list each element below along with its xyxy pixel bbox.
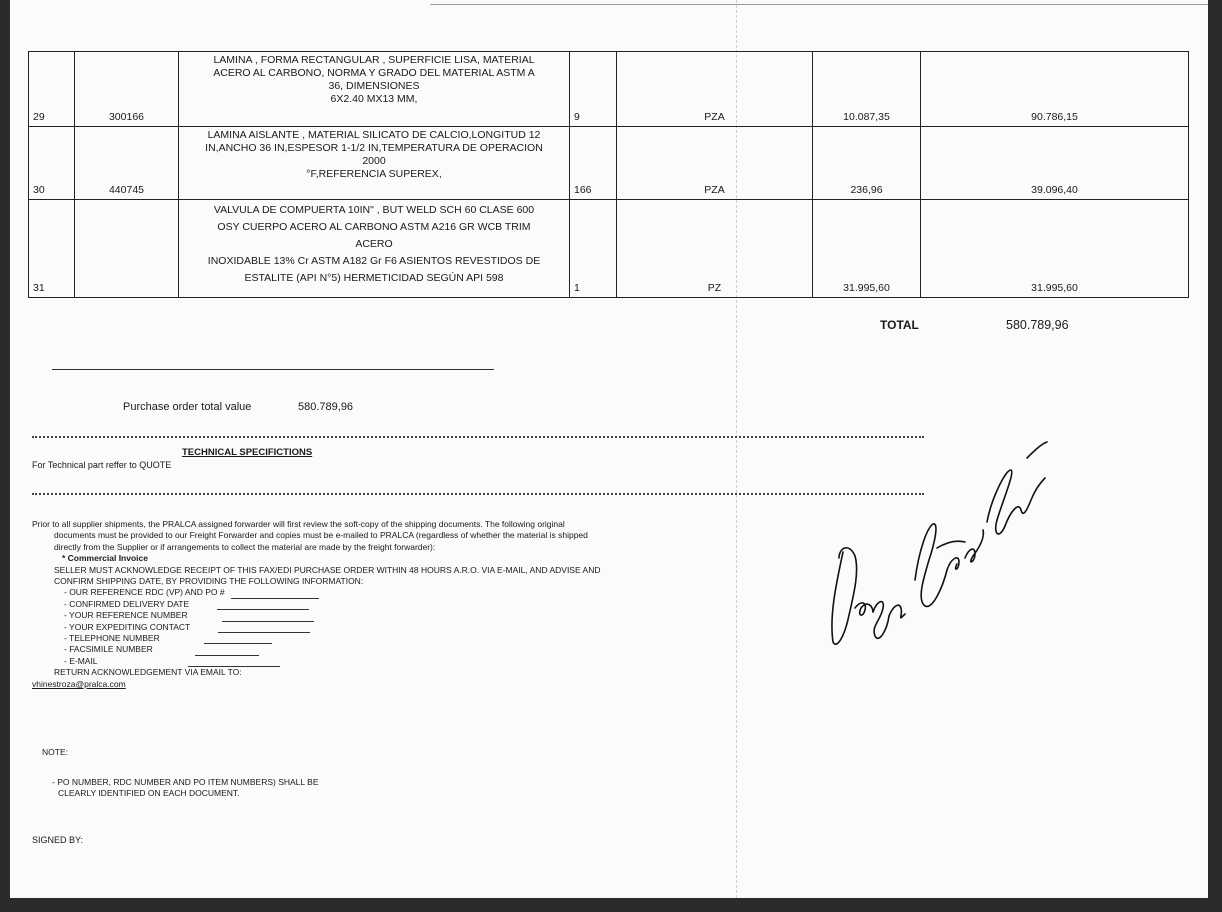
table-row [29, 200, 1189, 298]
tech-spec-reference: For Technical part reffer to QUOTE [32, 460, 172, 470]
item-code [75, 200, 179, 298]
note-label: NOTE: [42, 747, 68, 757]
field-email: - E-MAIL [32, 656, 732, 667]
item-unit: PZA [617, 127, 813, 200]
blank-line [52, 369, 494, 370]
ack-email-link[interactable]: vhinestroza@pralca.com [32, 678, 126, 689]
item-qty: 1 [570, 200, 617, 298]
total-label: TOTAL [880, 318, 919, 332]
shipping-terms: Prior to all supplier shipments, the PRALCA assigned forwarder will first review the soft-copy of the shipping documents. The following original documents must be provided to our Freight Forwarder and copies must be e-mailed to PRALCA (regardless of whether the material is shipped directly from the Supplier or if arrangements to collect the material are made by the freight forwarder): * Commercial Invoice SELLER MUST ACKNOWLEDGE RECEIPT OF THIS FAX/EDI PURCHASE ORDER WITHIN 48 HOURS A.R.O. VIA E-MAIL, AND ADVISE AND CONFIRM SHIPPING DATE, BY PROVIDING THE FOLLOWING INFORMATION: - OUR REFERENCE RDC (VP) AND PO # - CONFIRMED DELIVERY DATE - YOUR REFERENCE NUMBER - YOUR EXPEDITING CONTACT - TELEPHONE NUMBER - FACSIMILE NUMBER - E-MAIL RETURN ACKNOWLEDGEMENT VIA EMAIL TO: vhinestroza@pralca.com [32, 519, 732, 690]
item-unit-price: 236,96 [813, 127, 921, 200]
field-telephone: - TELEPHONE NUMBER [32, 633, 732, 644]
item-code: 300166 [75, 52, 179, 127]
item-amount: 39.096,40 [921, 127, 1189, 200]
item-description: LAMINA AISLANTE , MATERIAL SILICATO DE CALCIO,LONGITUD 12 IN,ANCHO 36 IN,ESPESOR 1-1/2 IN,TEMPERATURA DE OPERACION 2000 °F,REFERENCIA SUPEREX, [179, 127, 570, 200]
item-unit: PZ [617, 200, 813, 298]
item-number: 29 [29, 52, 75, 127]
po-total-label: Purchase order total value [123, 401, 252, 413]
item-code: 440745 [75, 127, 179, 200]
field-reference-number: - YOUR REFERENCE NUMBER [32, 610, 732, 621]
total-value: 580.789,96 [1006, 318, 1069, 332]
field-delivery-date: - CONFIRMED DELIVERY DATE [32, 599, 732, 610]
handwritten-signature [815, 430, 1055, 660]
item-amount: 31.995,60 [921, 200, 1189, 298]
item-number: 30 [29, 127, 75, 200]
items-table [28, 51, 1189, 298]
po-total-value: 580.789,96 [298, 401, 354, 413]
dotted-divider [32, 493, 924, 495]
document-page [10, 0, 1208, 898]
note-text: - PO NUMBER, RDC NUMBER AND PO ITEM NUMBERS) SHALL BE CLEARLY IDENTIFIED ON EACH DOCUMENT. [52, 777, 319, 799]
item-description: VALVULA DE COMPUERTA 10IN" , BUT WELD SCH 60 CLASE 600 OSY CUERPO ACERO AL CARBONO ASTM A216 GR WCB TRIM ACERO INOXIDABLE 13% Cr ASTM A182 Gr F6 ASIENTOS REVESTIDOS DE ESTALITE (API N°5) HERMETICIDAD SEGÚN API 598 [179, 200, 570, 298]
tech-spec-heading: TECHNICAL SPECIFICTIONS [182, 447, 313, 458]
field-po-reference: - OUR REFERENCE RDC (VP) AND PO # [32, 587, 732, 598]
item-qty: 166 [570, 127, 617, 200]
item-description: LAMINA , FORMA RECTANGULAR , SUPERFICIE LISA, MATERIAL ACERO AL CARBONO, NORMA Y GRADO DEL MATERIAL ASTM A 36, DIMENSIONES 6X2.40 MX13 MM, [179, 52, 570, 127]
signed-by-label: SIGNED BY: [32, 835, 84, 845]
table-row [29, 127, 1189, 200]
item-qty: 9 [570, 52, 617, 127]
item-amount: 90.786,15 [921, 52, 1189, 127]
field-fax: - FACSIMILE NUMBER [32, 644, 732, 655]
item-unit: PZA [617, 52, 813, 127]
item-unit-price: 31.995,60 [813, 200, 921, 298]
dotted-divider [32, 436, 924, 438]
item-unit-price: 10.087,35 [813, 52, 921, 127]
field-expediting-contact: - YOUR EXPEDITING CONTACT [32, 622, 732, 633]
item-number: 31 [29, 200, 75, 298]
top-rule [430, 4, 1208, 5]
table-row [29, 52, 1189, 127]
